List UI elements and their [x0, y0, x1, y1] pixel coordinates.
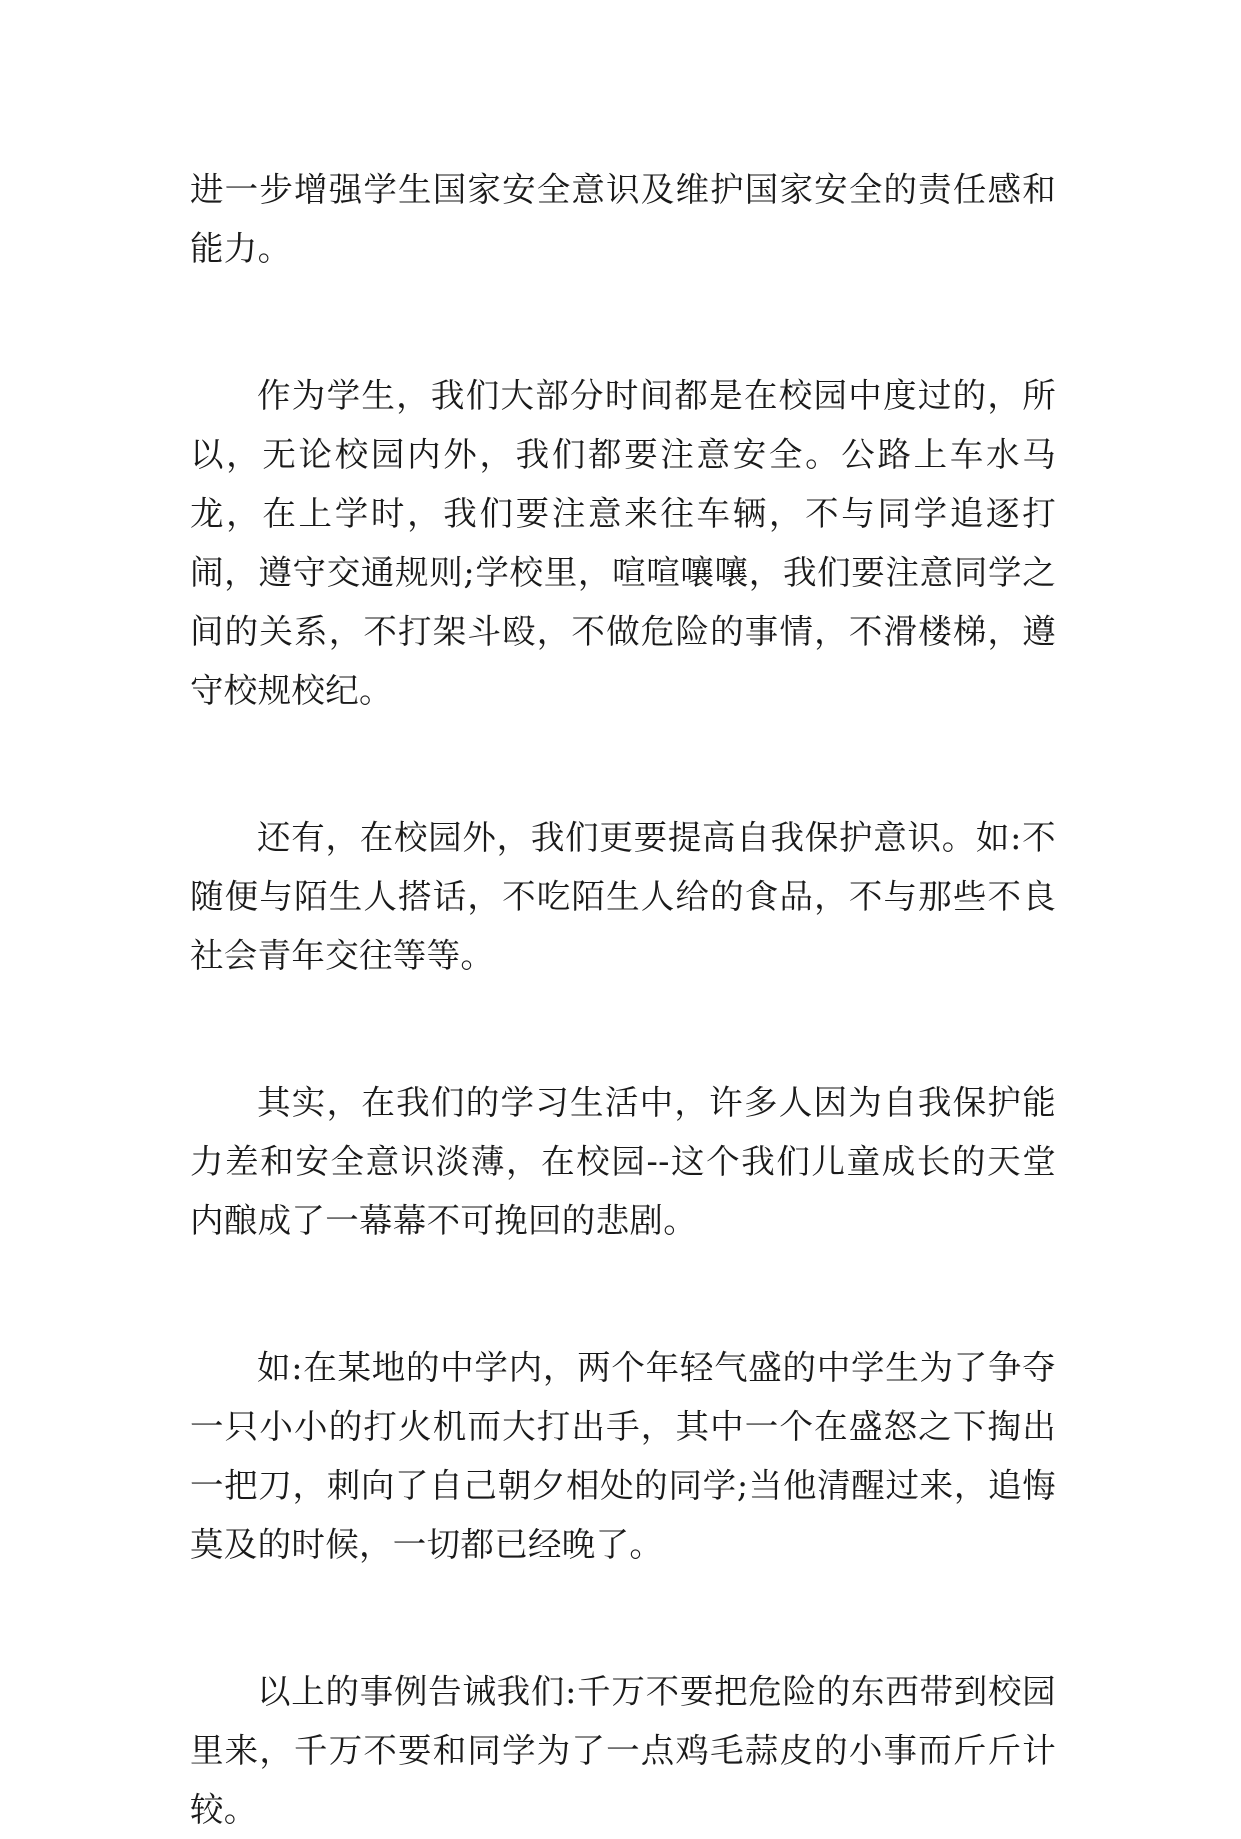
- paragraph-example: 如:在某地的中学内，两个年轻气盛的中学生为了争夺一只小小的打火机而大打出手，其中一个在盛怒之下掏出一把刀，刺向了自己朝夕相处的同学;当他清醒过来，追悔莫及的时候，一切都已经晚了。: [190, 1348, 1056, 1564]
- paragraph-lesson: 以上的事例告诫我们:千万不要把危险的东西带到校园里来，千万不要和同学为了一点鸡毛蒜皮的小事而斤斤计较。: [190, 1672, 1056, 1829]
- paragraph-self-protection: 还有，在校园外，我们更要提高自我保护意识。如:不随便与陌生人搭话，不吃陌生人给的食品，不与那些不良社会青年交往等等。: [190, 818, 1056, 975]
- paragraph-continuation: 进一步增强学生国家安全意识及维护国家安全的责任感和能力。: [190, 170, 1056, 268]
- document-body: [190, 160, 1056, 1839]
- paragraph-student-safety: 作为学生，我们大部分时间都是在校园中度过的，所以，无论校园内外，我们都要注意安全。公路上车水马龙，在上学时，我们要注意来往车辆，不与同学追逐打闹，遵守交通规则;学校里，喧喧嚷嚷，我们要注意同学之间的关系，不打架斗殴，不做危险的事情，不滑楼梯，遵守校规校纪。: [190, 376, 1056, 710]
- paragraph-campus-tragedy: 其实，在我们的学习生活中，许多人因为自我保护能力差和安全意识淡薄，在校园--这个我们儿童成长的天堂内酿成了一幕幕不可挽回的悲剧。: [190, 1083, 1056, 1240]
